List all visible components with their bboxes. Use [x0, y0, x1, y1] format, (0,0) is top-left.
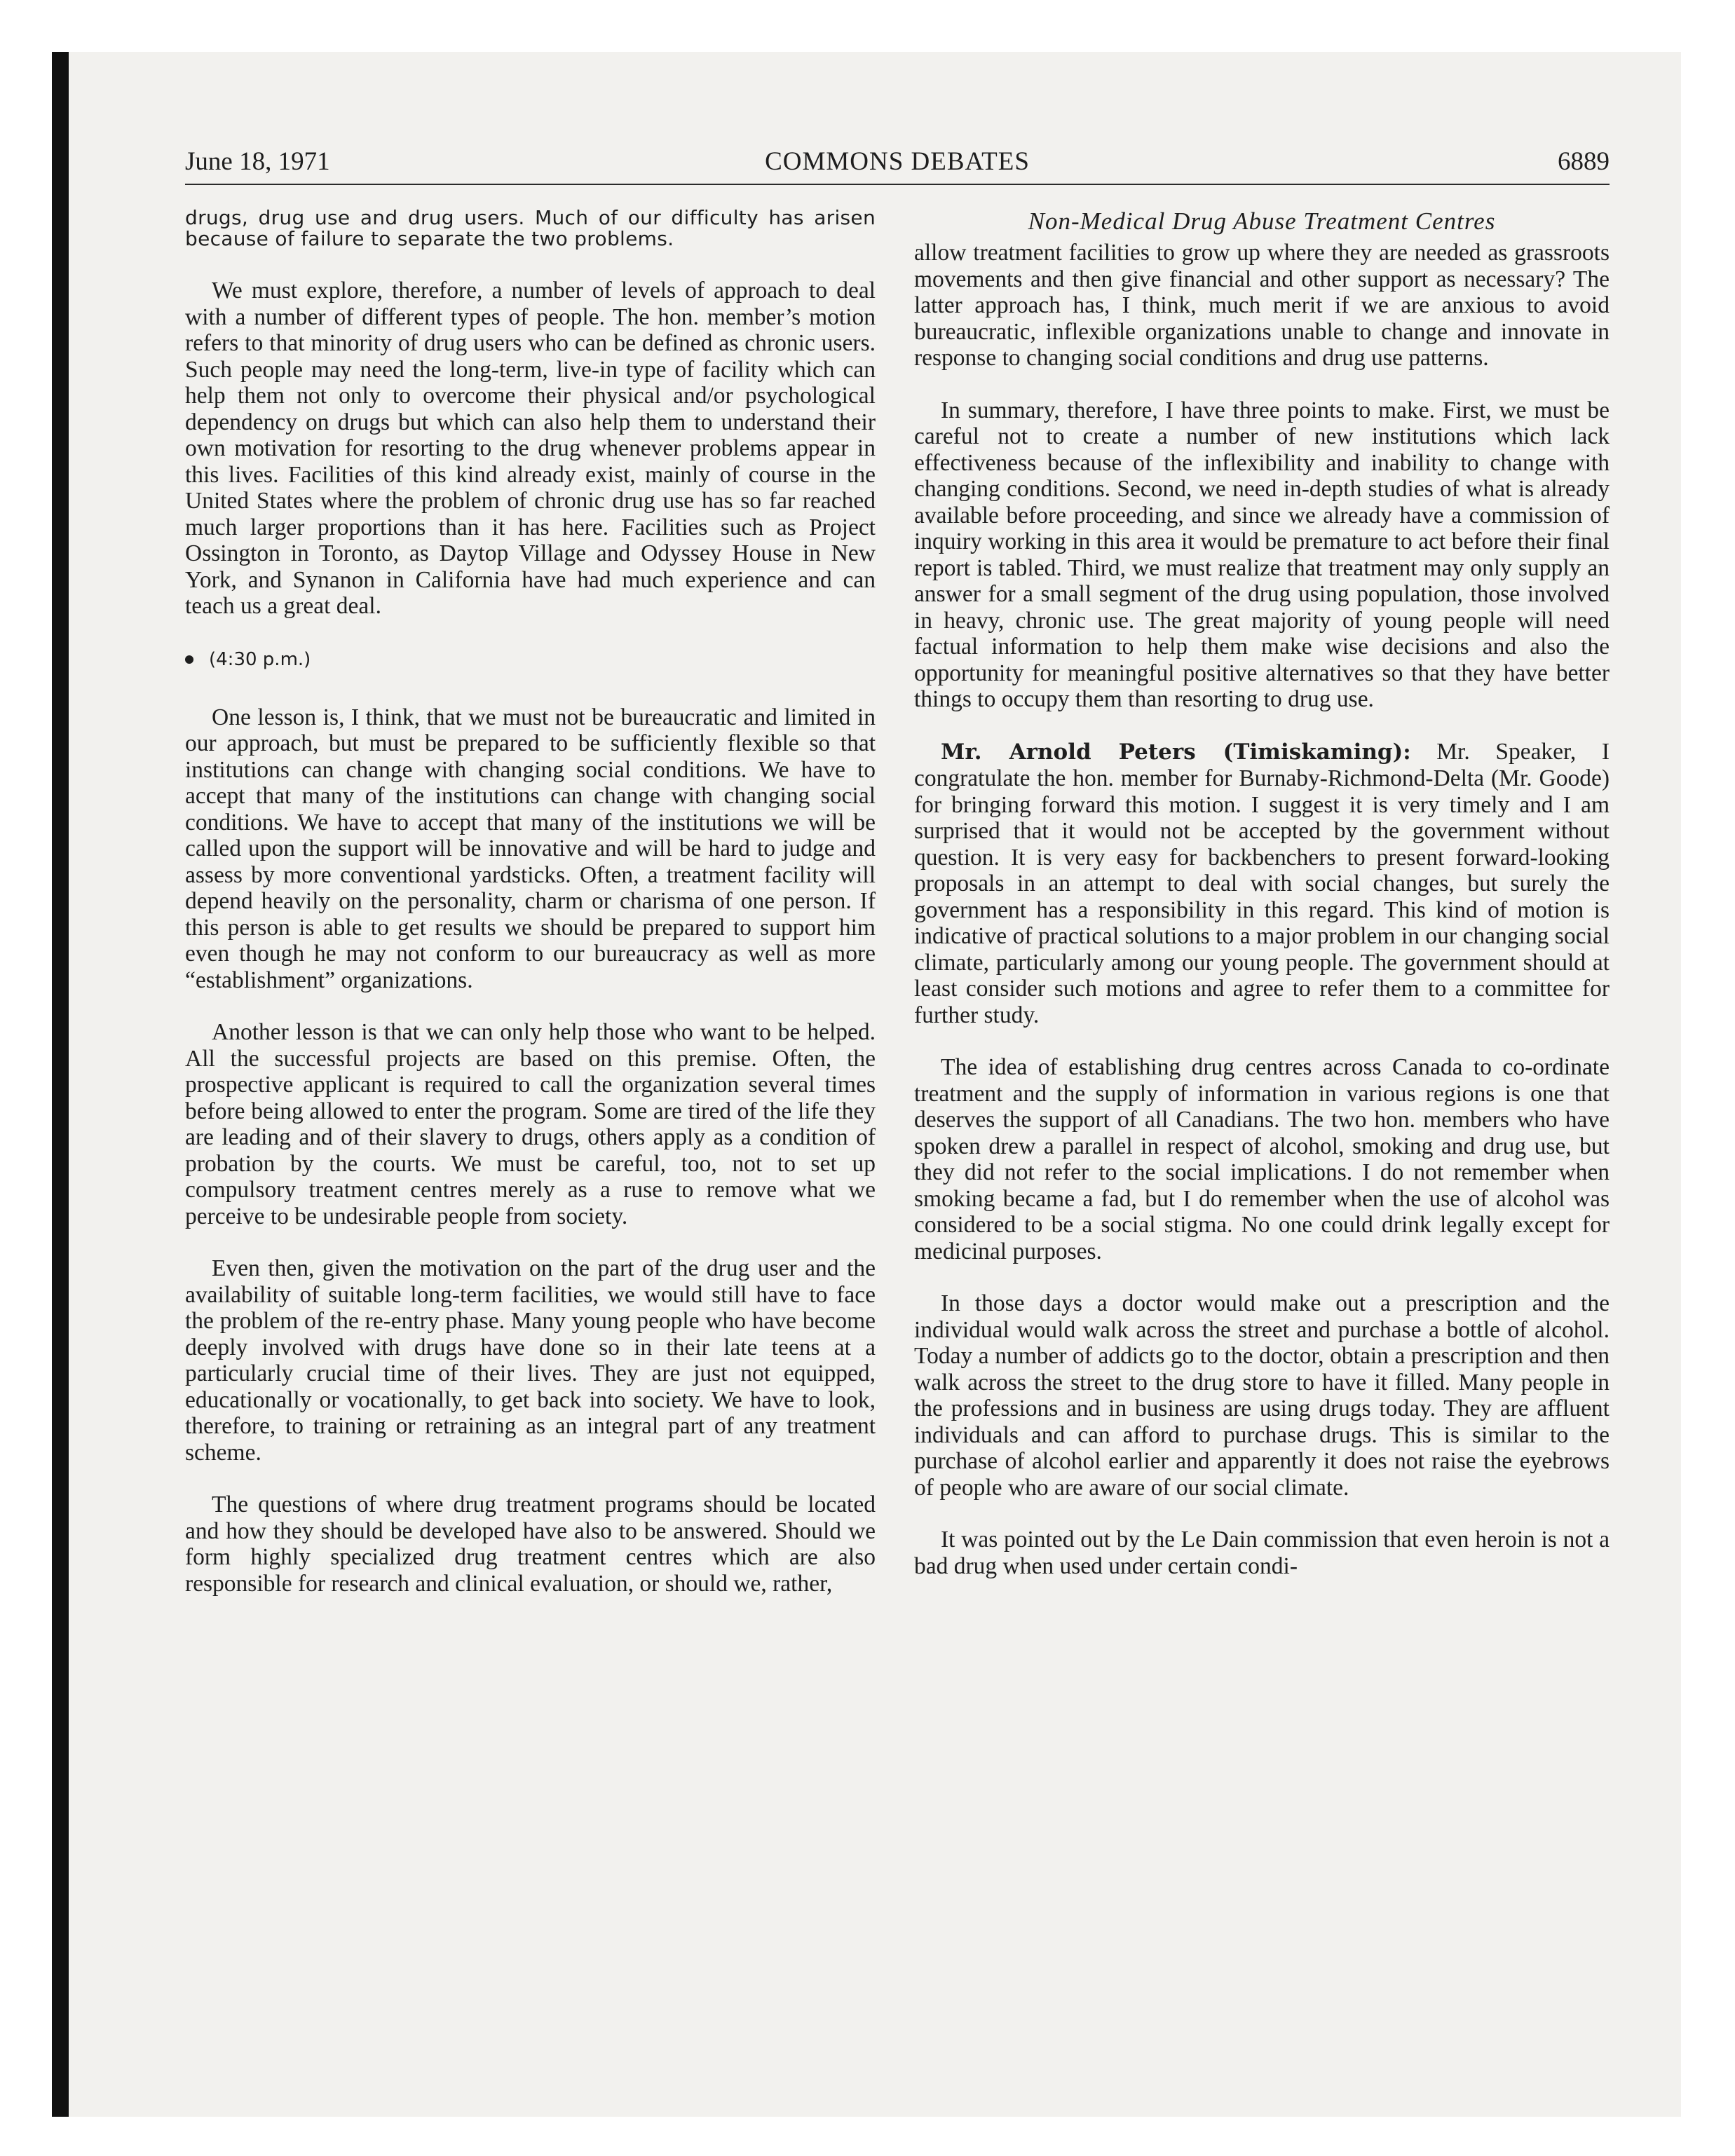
paragraph: The idea of establishing drug centres across Canada to co-ordinate treatment and the supply of information in various regions is one that deserves the support of all Canadians. The two hon. members who have spoken drew a parallel in respect of alcohol, smoking and drug use, but they did not refer to the social implications. I do not remember when smoking became a fad, but I do remember when the use of alcohol was considered to be a social stigma. No one could drink legally except for medicinal purposes.	[914, 1054, 1610, 1264]
paragraph: The questions of where drug treatment programs should be located and how they should be developed have also to be answered. Should we form highly specialized drug treatment centres which are also responsible for research and clinical evaluation, or should we, rather,	[185, 1492, 876, 1597]
right-column	[914, 207, 1610, 1605]
page-header	[185, 144, 1610, 185]
paragraph: One lesson is, I think, that we must not be bureaucratic and limited in our approach, but must be prepared to be sufficiently flexible so that institutions can change with changing social conditions. We have to accept that many of the institutions can change with changing social conditions. We have to accept that many of the institutions we will be called upon the support will be innovative and will be hard to judge and assess by more conventional yardsticks. Often, a treatment facility will depend heavily on the personality, charm or charisma of one person. If this person is able to get results we should be prepared to support him even though he may not conform to our bureaucracy as well as more “establishment” organizations.	[185, 704, 876, 993]
header-title: COMMONS DEBATES	[765, 147, 1030, 176]
paragraph: In summary, therefore, I have three points to make. First, we must be careful not to create a number of new institutions which lack effectiveness because of the inflexibility and inability to change with changing conditions. Second, we need in-depth studies of what is already available before proceeding, and since we already have a commission of inquiry working in this area it would be premature to act before their final report is tabled. Third, we must realize that treatment may only supply an answer for a small segment of the drug using population, those involved in heavy, chronic use. The great majority of young people will need factual information to help them make wise decisions and also the opportunity for meaningful positive alternatives so that they have better things to occupy them than resorting to drug use.	[914, 397, 1610, 712]
paragraph: Even then, given the motivation on the part of the drug user and the availability of suitable long-term facilities, we would still have to face the problem of the re-entry phase. Many young people who have become deeply involved with drugs have done so in their late teens at a particularly crucial time of their lives. They are just not equipped, educationally or vocationally, to get back into society. We have to look, therefore, to training or retraining as an integral part of any treatment scheme.	[185, 1255, 876, 1466]
paragraph: We must explore, therefore, a number of levels of approach to deal with a number of different types of people. The hon. member’s motion refers to that minority of drug users who can be defined as chronic users. Such people may need the long-term, live-in type of facility which can help them not only to overcome their physical and/or psychological dependency on drugs but which can also help them to understand their own motivation for resorting to the drug whenever problems appear in this lives. Facilities of this kind already exist, mainly of course in the United States where the problem of chronic drug use has so far reached much larger proportions than it has here. Facilities such as Project Ossington in Toronto, as Daytop Village and Odyssey House in New York, and Synanon in California have had much experience and can teach us a great deal.	[185, 278, 876, 619]
time-marker	[185, 646, 876, 674]
intro-paragraph: drugs, drug use and drug users. Much of our difficulty has arisen because of failure to separate the two problems.	[185, 206, 876, 250]
paragraph: Another lesson is that we can only help those who want to be helped. All the successful projects are based on this premise. Often, the prospective applicant is required to call the organization several times before being allowed to enter the program. Some are tired of the life they are leading and of their slavery to drugs, others apply as a condition of probation by the courts. We must be careful, too, not to set up compulsory treatment centres merely as a ruse to remove what we perceive to be undesirable people from society.	[185, 1019, 876, 1229]
scan-edge-bar	[52, 52, 69, 2117]
paragraph: It was pointed out by the Le Dain commission that even heroin is not a bad drug when used under certain condi-	[914, 1527, 1610, 1579]
section-subheading: Non-Medical Drug Abuse Treatment Centres	[1028, 207, 1496, 235]
time-marker-text: (4:30 p.m.)	[209, 648, 311, 670]
bullet-icon	[185, 655, 193, 664]
paragraph: allow treatment facilities to grow up where they are needed as grassroots movements and then give financial and other support as necessary? The latter approach has, I think, much merit if we are anxious to avoid bureaucratic, inflexible organizations unable to change and innovate in response to changing social conditions and drug use patterns.	[914, 240, 1610, 371]
speech-paragraph	[914, 739, 1610, 1029]
speech-text: Mr. Speaker, I congratulate the hon. member for Burnaby-Richmond-Delta (Mr. Goode) for bringing forward this motion. I suggest it is very timely and I am surprised that it would not be accepted by the government without question. It is very easy for backbenchers to present forward-looking proposals in an attempt to deal with social changes, but surely the government has a responsibility in this regard. This kind of motion is indicative of practical solutions to a major problem in our changing social climate, particularly among our young people. The government should at least consider such motions and agree to refer them to a committee for further study.	[914, 738, 1610, 1028]
header-date: June 18, 1971	[185, 147, 330, 176]
paragraph: In those days a doctor would make out a prescription and the individual would walk across the street and purchase a bottle of alcohol. Today a number of addicts go to the doctor, obtain a prescription and then walk across the street to the drug store to have it filled. Many people in the professions and in business are using drugs today. They are affluent individuals and can afford to purchase drugs. This is similar to the purchase of alcohol earlier and apparently it does not raise the eyebrows of people who are aware of our social climate.	[914, 1290, 1610, 1501]
page-number: 6889	[1558, 147, 1610, 176]
left-column	[185, 207, 876, 1623]
speaker-name: Mr. Arnold Peters (Timiskaming):	[941, 739, 1411, 765]
